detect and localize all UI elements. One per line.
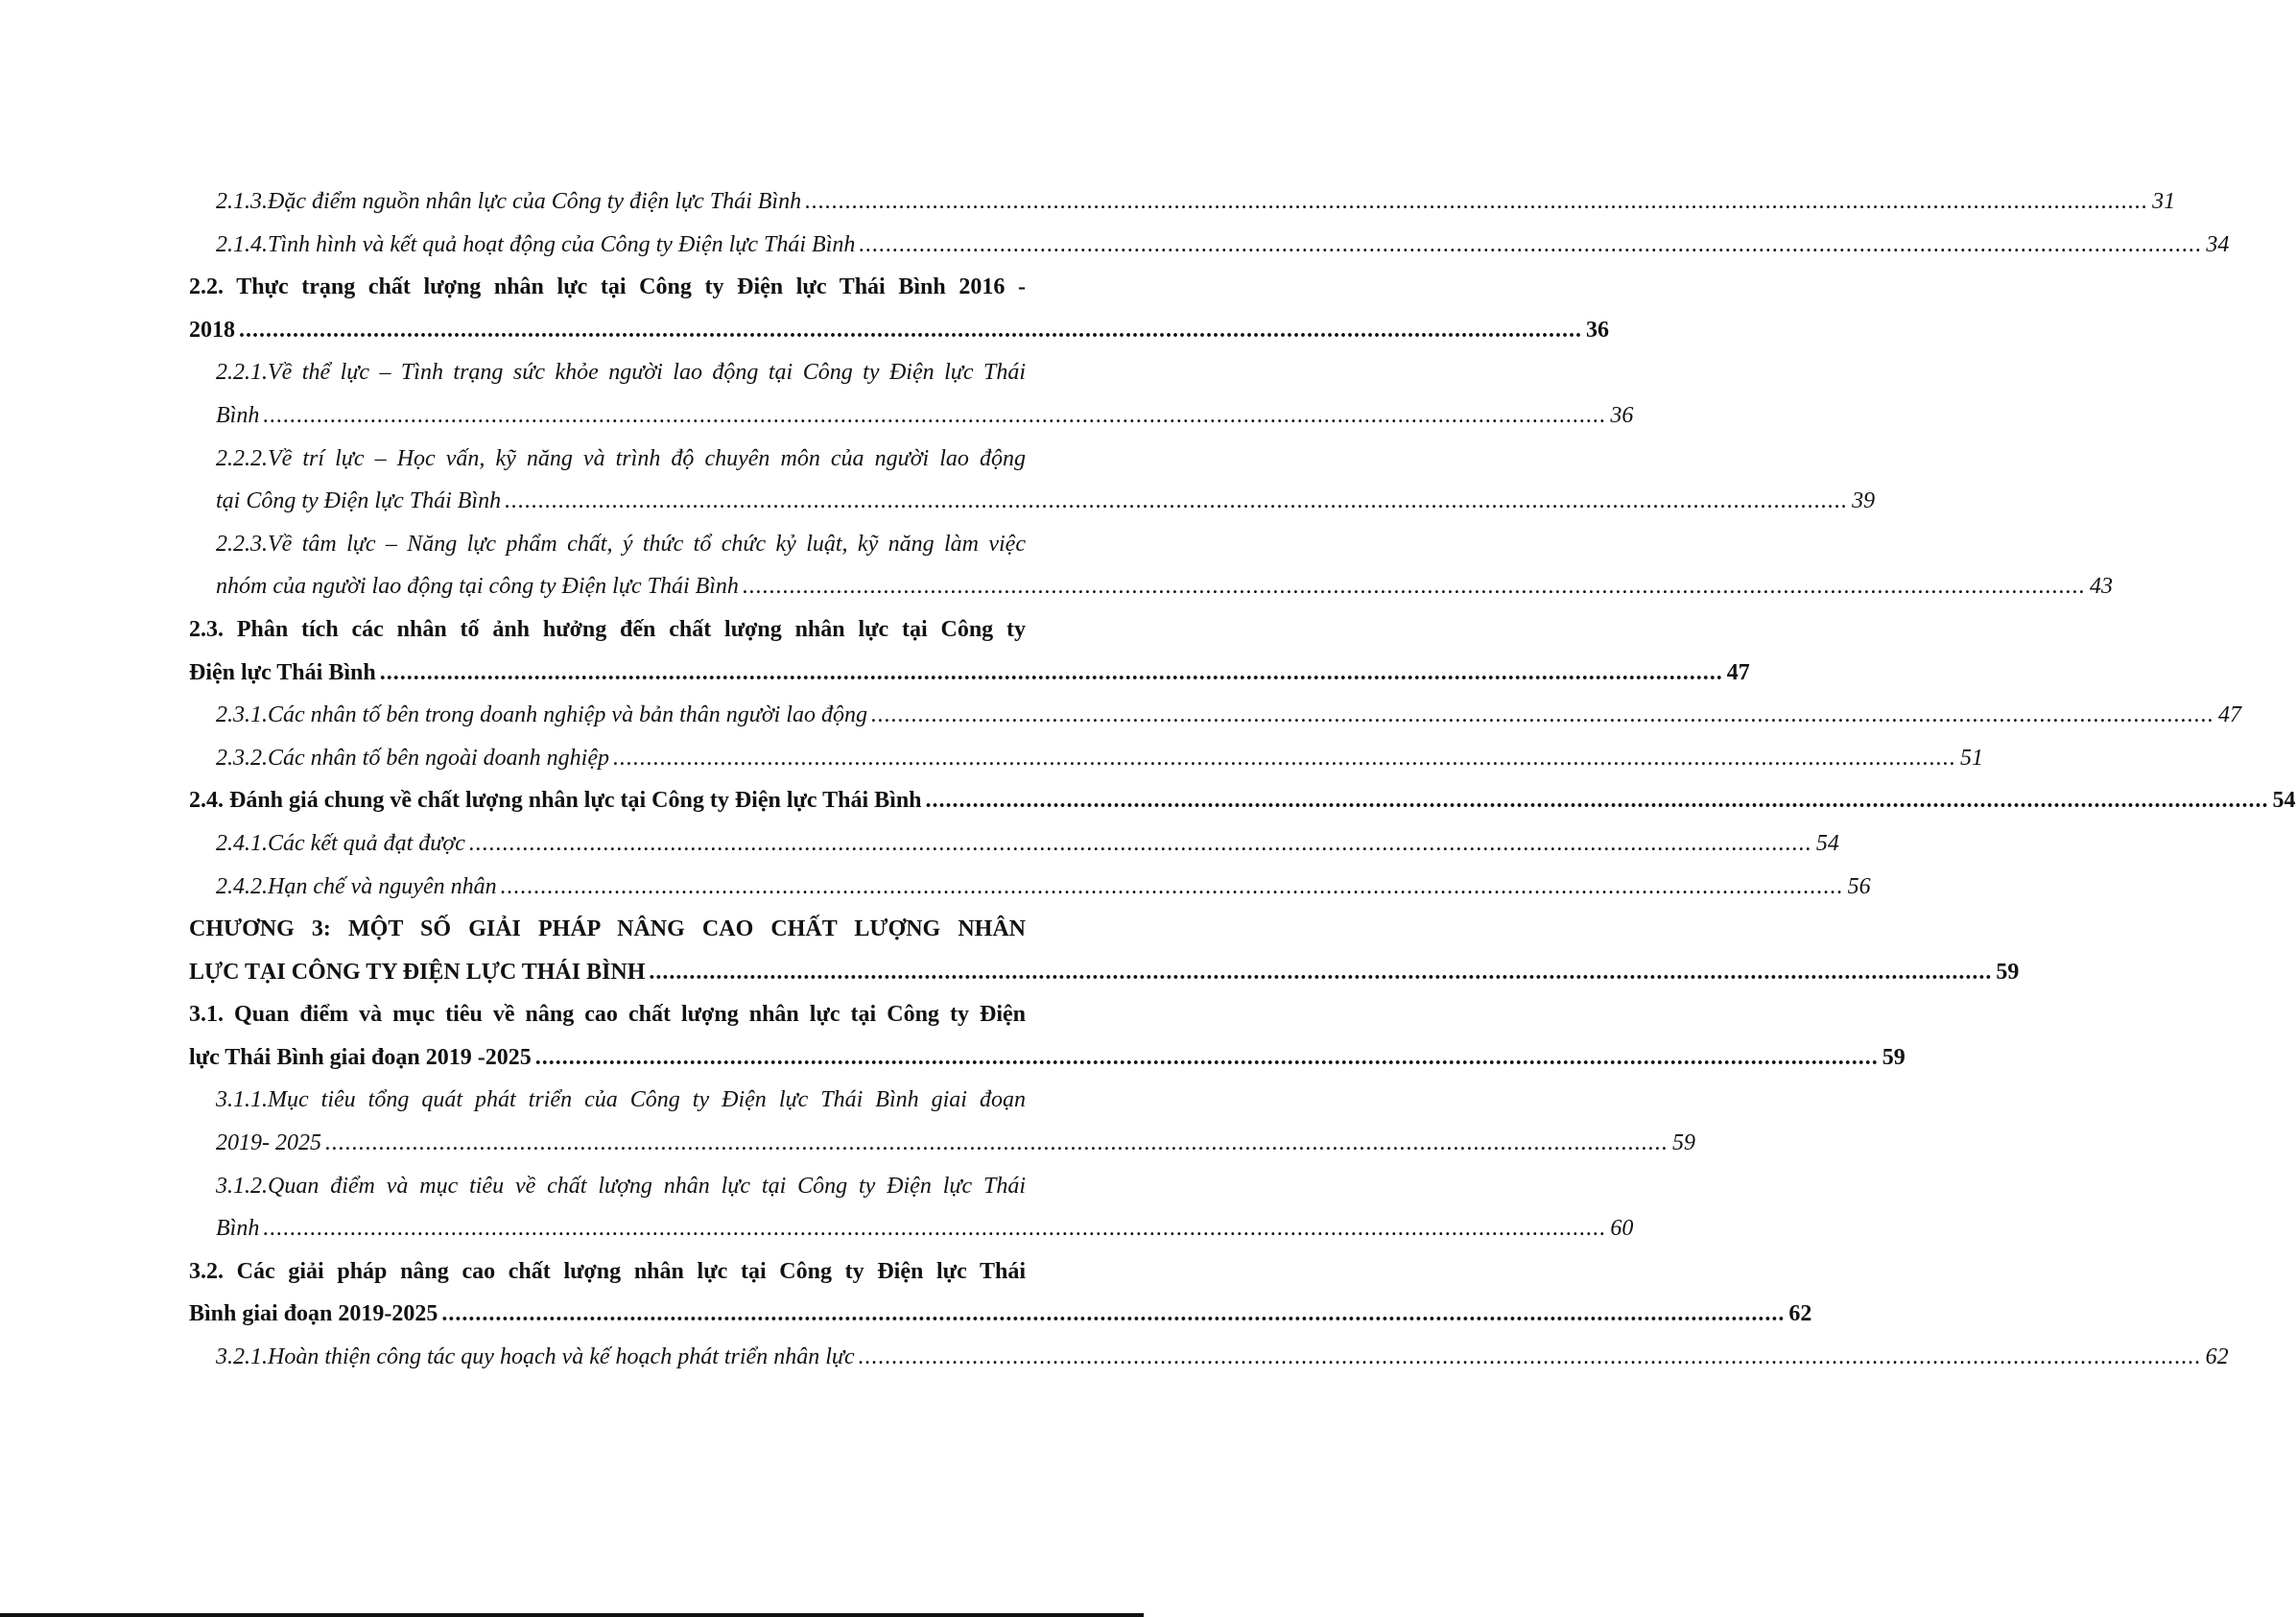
toc-entry-title-line: 3.1. Quan điểm và mục tiêu về nâng cao chất lượng nhân lực tại Công ty Điện bbox=[189, 1002, 1026, 1028]
toc-leader-dots: ........................................................................................................................................................................................................ bbox=[468, 830, 1812, 856]
toc-entry-final-line bbox=[216, 565, 2113, 608]
toc-entry-title: nhóm của người lao động tại công ty Điện lực Thái Bình bbox=[216, 574, 739, 600]
toc-entry[interactable] bbox=[189, 608, 1750, 694]
toc-entry-title-line: CHƯƠNG 3: MỘT SỐ GIẢI PHÁP NÂNG CAO CHẤT LƯỢNG NHÂN bbox=[189, 916, 1026, 942]
toc-entry[interactable] bbox=[189, 993, 1905, 1079]
toc-entry-final-line bbox=[189, 1036, 1905, 1080]
toc-entry-title-line: 3.2. Các giải pháp nâng cao chất lượng nhân lực tại Công ty Điện lực Thái bbox=[189, 1258, 1026, 1284]
toc-entry[interactable] bbox=[189, 1079, 1695, 1164]
toc-page-number: 60 bbox=[1610, 1216, 1634, 1242]
toc-entry-title: 2018 bbox=[189, 317, 235, 343]
toc-leader-dots: ........................................................................................................................................................................................................ bbox=[859, 231, 2203, 257]
toc-entry[interactable] bbox=[189, 1165, 1634, 1250]
toc-entry-final-line bbox=[216, 224, 2230, 267]
toc-entry-final-line bbox=[216, 1122, 1695, 1165]
toc-page-number: 56 bbox=[1847, 873, 1871, 899]
toc-entry-title: 2.3.1.Các nhân tố bên trong doanh nghiệp và bản thân người lao động bbox=[216, 702, 867, 728]
toc-entry-final-line bbox=[189, 309, 1609, 352]
toc-page-number: 54 bbox=[1815, 830, 1839, 856]
toc-entry[interactable] bbox=[189, 1336, 2229, 1379]
toc-leader-dots: ........................................................................................................................................................................................................ bbox=[263, 1216, 1607, 1242]
table-of-contents bbox=[189, 180, 2296, 1379]
page-bottom-rule bbox=[0, 1613, 1144, 1617]
toc-entry[interactable] bbox=[189, 180, 2176, 224]
toc-page-number: 36 bbox=[1610, 402, 1634, 428]
toc-page-number: 47 bbox=[1726, 659, 1750, 685]
toc-entry-title: 2.1.3.Đặc điểm nguồn nhân lực của Công ty điện lực Thái Bình bbox=[216, 189, 802, 214]
toc-entry-title-line: 3.1.1.Mục tiêu tổng quát phát triển của Công ty Điện lực Thái Bình giai đoạn bbox=[216, 1087, 1026, 1113]
toc-entry[interactable] bbox=[189, 523, 2113, 608]
toc-entry-title-line: 2.2.1.Về thể lực – Tình trạng sức khỏe người lao động tại Công ty Điện lực Thái bbox=[216, 360, 1026, 386]
toc-entry-final-line bbox=[189, 1293, 1812, 1336]
toc-page-number: 62 bbox=[1788, 1301, 1812, 1327]
toc-entry-final-line bbox=[216, 822, 1839, 866]
toc-page-number: 39 bbox=[1852, 488, 1876, 514]
toc-entry-title: LỰC TẠI CÔNG TY ĐIỆN LỰC THÁI BÌNH bbox=[189, 959, 646, 985]
toc-entry[interactable] bbox=[189, 866, 1871, 909]
toc-entry-title-line: 3.1.2.Quan điểm và mục tiêu về chất lượng nhân lực tại Công ty Điện lực Thái bbox=[216, 1173, 1026, 1199]
toc-entry-final-line bbox=[216, 1207, 1634, 1250]
toc-page-number: 31 bbox=[2152, 189, 2176, 214]
toc-page-number: 59 bbox=[1996, 959, 2020, 985]
toc-entry-title: 2.3.2.Các nhân tố bên ngoài doanh nghiệp bbox=[216, 745, 609, 771]
toc-entry-final-line bbox=[189, 951, 2020, 994]
toc-entry[interactable] bbox=[189, 908, 2020, 993]
toc-entry-final-line bbox=[216, 1336, 2229, 1379]
toc-entry-final-line bbox=[189, 652, 1750, 695]
toc-page-number: 62 bbox=[2205, 1344, 2229, 1370]
toc-entry-title-line: 2.2. Thực trạng chất lượng nhân lực tại Công ty Điện lực Thái Bình 2016 - bbox=[189, 274, 1026, 300]
toc-entry-title: 2.1.4.Tình hình và kết quả hoạt động của Công ty Điện lực Thái Bình bbox=[216, 231, 856, 257]
toc-entry[interactable] bbox=[189, 351, 1634, 437]
toc-entry-final-line bbox=[216, 866, 1871, 909]
toc-entry-final-line bbox=[216, 694, 2241, 737]
toc-leader-dots: ........................................................................................................................................................................................................ bbox=[505, 488, 1849, 514]
toc-entry-title: Bình bbox=[216, 402, 260, 428]
toc-leader-dots: ........................................................................................................................................................................................................ bbox=[441, 1301, 1786, 1327]
toc-entry-title: 2.4.2.Hạn chế và nguyên nhân bbox=[216, 873, 497, 899]
toc-entry-title: 3.2.1.Hoàn thiện công tác quy hoạch và kế hoạch phát triển nhân lực bbox=[216, 1344, 855, 1370]
toc-page-number: 43 bbox=[2089, 574, 2113, 600]
toc-leader-dots: ........................................................................................................................................................................................................ bbox=[870, 702, 2214, 728]
toc-leader-dots: ........................................................................................................................................................................................................ bbox=[858, 1344, 2202, 1370]
toc-page-number: 47 bbox=[2217, 702, 2241, 728]
toc-entry-title: lực Thái Bình giai đoạn 2019 -2025 bbox=[189, 1044, 532, 1070]
toc-entry[interactable] bbox=[189, 266, 1609, 351]
toc-leader-dots: ........................................................................................................................................................................................................ bbox=[379, 659, 1723, 685]
toc-entry[interactable] bbox=[189, 1250, 1812, 1336]
toc-entry-final-line bbox=[216, 480, 1876, 523]
toc-page-number: 59 bbox=[1882, 1044, 1905, 1070]
toc-entry[interactable] bbox=[189, 224, 2230, 267]
toc-entry[interactable] bbox=[189, 438, 1876, 523]
toc-entry-title: 2019- 2025 bbox=[216, 1130, 321, 1156]
toc-entry-title: Điện lực Thái Bình bbox=[189, 659, 376, 685]
toc-leader-dots: ........................................................................................................................................................................................................ bbox=[925, 788, 2269, 814]
toc-entry-title: Bình giai đoạn 2019-2025 bbox=[189, 1301, 438, 1327]
toc-entry[interactable] bbox=[189, 694, 2241, 737]
toc-entry[interactable] bbox=[189, 737, 1983, 780]
toc-entry-title: tại Công ty Điện lực Thái Bình bbox=[216, 488, 502, 514]
toc-leader-dots: ........................................................................................................................................................................................................ bbox=[805, 189, 2149, 214]
toc-entry-title-line: 2.3. Phân tích các nhân tố ảnh hưởng đến chất lượng nhân lực tại Công ty bbox=[189, 616, 1026, 642]
toc-leader-dots: ........................................................................................................................................................................................................ bbox=[649, 959, 1993, 985]
toc-entry-title-line: 2.2.3.Về tâm lực – Năng lực phẩm chất, ý thức tổ chức kỷ luật, kỹ năng làm việc bbox=[216, 531, 1026, 557]
toc-entry-final-line bbox=[216, 737, 1983, 780]
toc-page-number: 54 bbox=[2272, 788, 2296, 814]
toc-entry-final-line bbox=[189, 779, 2296, 822]
toc-entry-title: 2.4. Đánh giá chung về chất lượng nhân lực tại Công ty Điện lực Thái Bình bbox=[189, 788, 922, 814]
toc-entry-final-line bbox=[216, 394, 1634, 438]
toc-entry[interactable] bbox=[189, 779, 2296, 822]
toc-leader-dots: ........................................................................................................................................................................................................ bbox=[500, 873, 1844, 899]
toc-leader-dots: ........................................................................................................................................................................................................ bbox=[325, 1130, 1669, 1156]
toc-page-number: 36 bbox=[1586, 317, 1609, 343]
toc-entry-title: 2.4.1.Các kết quả đạt được bbox=[216, 830, 465, 856]
toc-page-number: 51 bbox=[1959, 745, 1983, 771]
toc-page-number: 34 bbox=[2206, 231, 2230, 257]
toc-entry-title: Bình bbox=[216, 1216, 260, 1242]
toc-leader-dots: ........................................................................................................................................................................................................ bbox=[534, 1044, 1879, 1070]
toc-entry-final-line bbox=[216, 180, 2176, 224]
toc-leader-dots: ........................................................................................................................................................................................................ bbox=[612, 745, 1956, 771]
toc-leader-dots: ........................................................................................................................................................................................................ bbox=[742, 574, 2086, 600]
toc-leader-dots: ........................................................................................................................................................................................................ bbox=[263, 402, 1607, 428]
toc-entry[interactable] bbox=[189, 822, 1839, 866]
toc-page-number: 59 bbox=[1672, 1130, 1695, 1156]
toc-entry-title-line: 2.2.2.Về trí lực – Học vấn, kỹ năng và trình độ chuyên môn của người lao động bbox=[216, 445, 1026, 471]
toc-leader-dots: ........................................................................................................................................................................................................ bbox=[239, 317, 1582, 343]
